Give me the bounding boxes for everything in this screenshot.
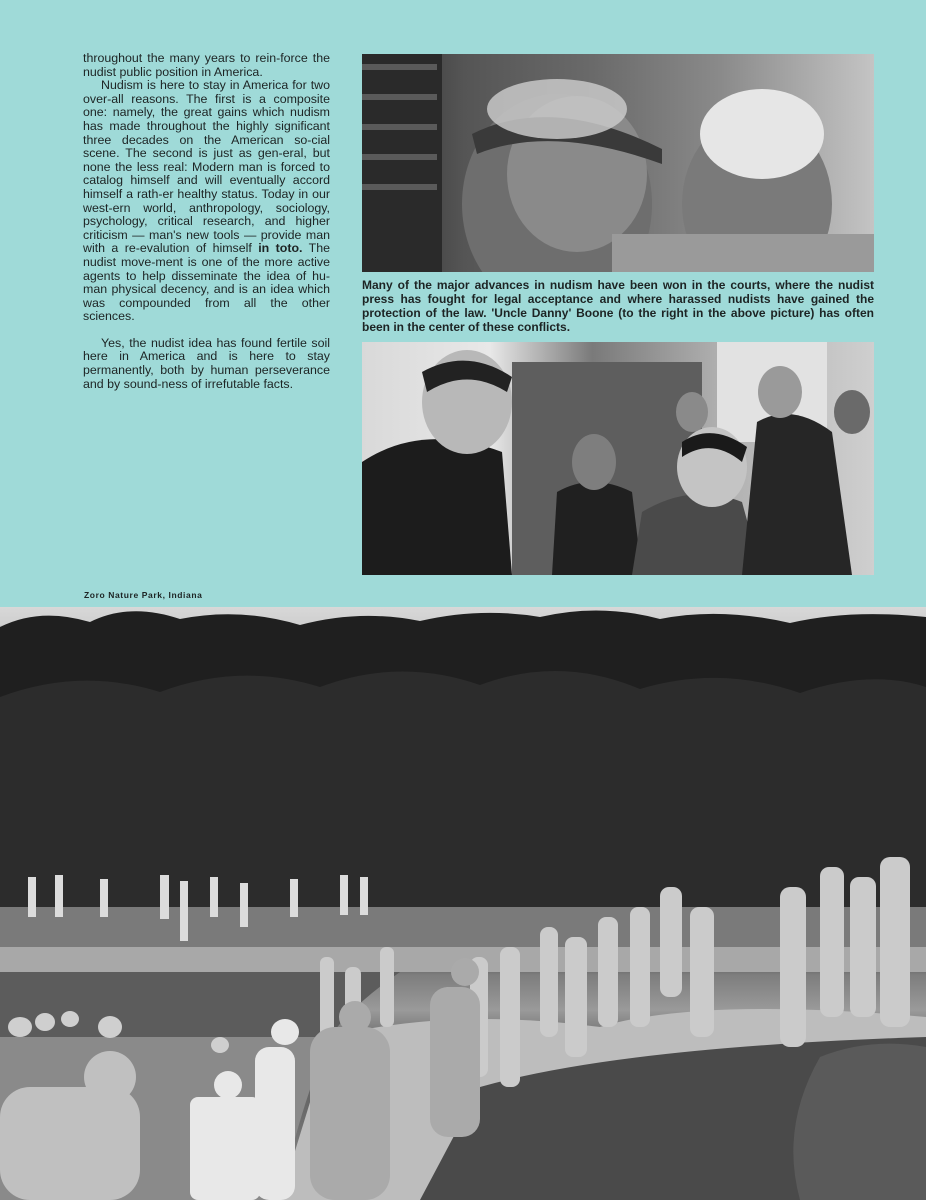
body-paragraph-2: Nudism is here to stay in America for two over-all reasons. The first is a composite one: namely, the great gains which nudism has made throughout the highly significant three decades on the American so-cial scene. The second is just as gen-eral, but none the less real: Modern man is forced to catalog himself and will eventually accord himself a rath-er healthy status. Today in our west-ern world, anthropology, sociology, psychology, critical research, and higher criticism — man's new tools — provide man with a re-evalution of himself in toto. The nudist move-ment is one of the more active agents to help disseminate the idea of hu-man physical decency, and is an idea which was compounded from all the other sciences. [83,78,331,324]
body-paragraph-3: Yes, the nudist idea has found fertile soil here in America and is here to stay permanently, both by human perseverance and by sound-ness of irrefutable facts. [83,335,330,391]
photo-two-men-shapes [362,54,874,272]
photo-lake-shapes [0,607,926,1200]
photo-location-label: Zoro Nature Park, Indiana [84,590,203,600]
emphasis-in-toto: in toto. [258,241,303,256]
photo-two-men-talking [362,54,874,272]
article-body-column [83,52,330,391]
photo-courtroom-crowd [362,342,874,575]
photo-crowd-shapes [362,342,874,575]
body-paragraph-1: throughout the many years to rein-force the nudist public position in America. [83,51,330,79]
photo-lake-beach-gathering [0,607,926,1200]
photo-caption: Many of the major advances in nudism have been won in the courts, where the nudist press has fought for legal acceptance and where harassed nudists have gained the protection of the law. 'Uncle Danny' Boone (to the right in the above picture) has often been in the center of these conflicts. [362,278,874,334]
